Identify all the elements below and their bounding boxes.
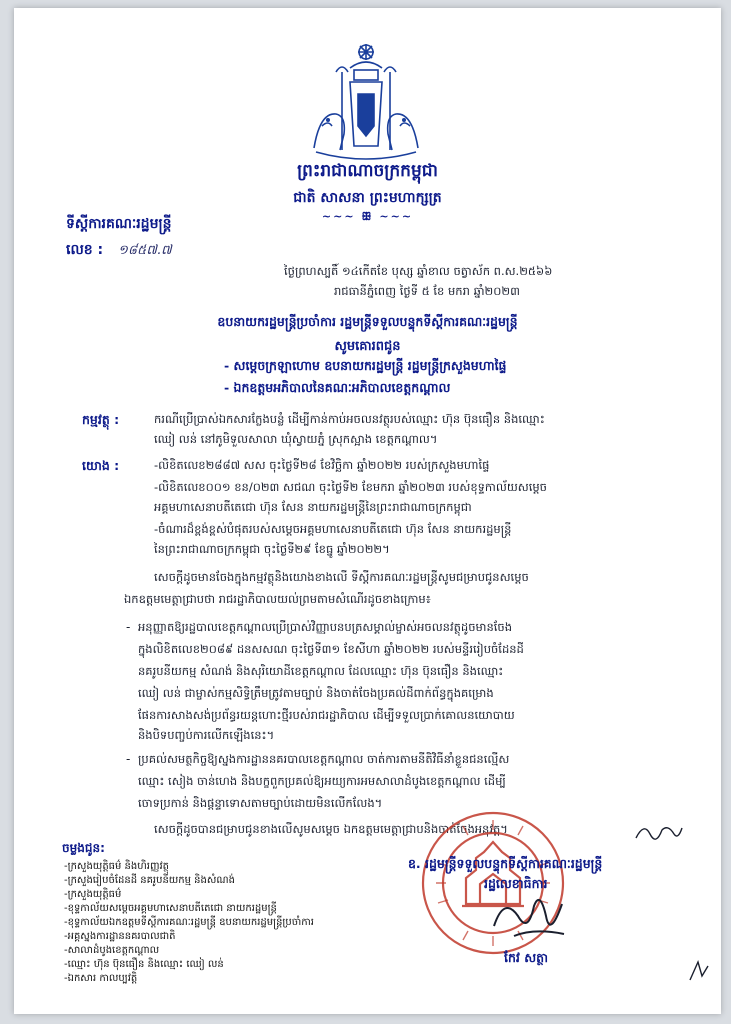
point1-line-4: ឈៀ លន់ ជាម្ចាស់កម្មសិទ្ធិត្រឹមត្រូវតាមច្បាប់ និងចាត់ចែងប្រគល់ដីពាក់ព័ន្ធក្នុងគម្រោង [138, 686, 494, 700]
cc-item: -ក្រសួងរៀបចំដែនដី នគរូបនីយកម្ម និងសំណង់ [64, 875, 235, 886]
cc-item: -អគ្គស្នងការដ្ឋាននគរបាលជាតិ [64, 931, 176, 942]
cc-item: -ខុទ្ទកាល័យសម្តេចអគ្គមហាសេនាបតីតេជោ នាយករដ្ឋមន្ត្រី [64, 903, 277, 914]
point1-line-1: អនុញ្ញាតឱ្យរដ្ឋបាលខេត្តកណ្តាលប្រើប្រាស់វិញ្ញាបនបត្រសម្គាល់ម្ចាស់អចលនវត្ថុដូចមានចែង [138, 620, 513, 634]
cc-item: -ឈ្មោះ ហ៊ុន ប៊ុនធឿន និងឈ្មោះ ឈៀ លន់ [64, 959, 224, 970]
point2-line-2: ឈ្មោះ សៀង ចាន់ហេង និងបក្ខពួកប្រគល់ឱ្យអយ្យការអមសាលាដំបូងខេត្តកណ្តាល ដើម្បី [138, 774, 506, 788]
ref-number: ១៨៥៧.៧ [118, 243, 172, 258]
point2-line-1: ប្រគល់សមត្ថកិច្ចឱ្យស្នងការដ្ឋាននគរបាលខេត្តកណ្តាល ចាត់ការតាមនីតិវិធីនាំខ្លួនជនល្មើស [138, 752, 510, 766]
coat-of-arms-emblem [306, 42, 426, 162]
national-motto: ជាតិ សាសនា ព្រះមហាក្សត្រ [293, 190, 442, 206]
body-intro-2: ឯកឧត្តមមេត្តាជ្រាបថា រាជរដ្ឋាភិបាលយល់ព្រមតាមសំណើរដូចខាងក្រោម៖ [124, 592, 431, 606]
cc-item: -សាលាដំបូងខេត្តកណ្តាល [64, 945, 160, 956]
recipient-2: - ឯកឧត្តមអភិបាលនៃគណៈអភិបាលខេត្តកណ្តាល [224, 380, 451, 395]
bullet-1: - [126, 620, 131, 634]
point1-line-2: ក្នុងលិខិតលេខ២០៨៩ ដនសសណ ចុះថ្ងៃទី៣១ ខែសីហា ឆ្នាំ២០២២ របស់មន្ទីររៀបចំដែនដី [138, 642, 524, 656]
document-page [14, 8, 721, 1014]
reference-line-5: នៃព្រះរាជាណាចក្រកម្ពុជា ចុះថ្ងៃទី២៩ ខែធ្នូ ឆ្នាំ២០២២។ [154, 542, 390, 556]
reference-line-2: -លិខិតលេខ០០១ ខន/០២៣ សជណ ចុះថ្ងៃទី២ ខែមករា ឆ្នាំ២០២៣ របស់ខុទ្ទកាល័យសម្តេច [154, 480, 547, 494]
signatory-title: ឧ. រដ្ឋមន្ត្រីទទួលបន្ទុកទីស្តីការគណៈរដ្ឋមន្ត្រី [408, 856, 603, 871]
corner-initial-mark [686, 958, 712, 984]
recipient-1: - សម្តេចក្រឡាហោម ឧបនាយករដ្ឋមន្ត្រី រដ្ឋមន្ត្រីក្រសួងមហាផ្ទៃ [224, 358, 507, 373]
signatory-role: រដ្ឋលេខាធិការ [484, 876, 548, 891]
subject-label: កម្មវត្ថុ : [82, 412, 120, 427]
handwritten-signature [484, 886, 574, 946]
subject-line-2: ឈៀ លន់ នៅភូមិទួលសាលា ឃុំស្វាយភ្នំ ស្រុកស្អាង ខេត្តកណ្តាល។ [154, 432, 438, 446]
cc-item: -ក្រសួងយុត្តិធម៌ [64, 889, 122, 900]
body-intro-1: សេចក្តីដូចមានចែងក្នុងកម្មវត្ថុនិងយោងខាងលើ ទីស្តីការគណៈរដ្ឋមន្ត្រីសូមជម្រាបជូនសម្តេច [154, 570, 529, 584]
ornament-divider: ~~~ ꕥ ~~~ [321, 210, 414, 223]
subject-line-1: ករណីប្រើប្រាស់ឯកសារក្លែងបន្លំ ដើម្បីកាន់កាប់អចលនវត្ថុរបស់ឈ្មោះ ហ៊ុន ប៊ុនធឿន និងឈ្មោះ [154, 412, 545, 426]
closing-line: សេចក្តីដូចបានជម្រាបជូនខាងលើសូមសម្តេច ឯកឧត្តមមេត្តាជ្រាបនិងចាត់ចែងអនុវត្ត។ [154, 822, 508, 836]
kingdom-title: ព្រះរាជាណាចក្រកម្ពុជា [297, 161, 438, 181]
cc-item: -ក្រសួងយុត្តិធម៌ និងហិរញ្ញវត្ថុ [64, 861, 169, 872]
reference-line-4: -ចំណារដ៏ខ្ពង់ខ្ពស់បំផុតរបស់សម្តេចអគ្គមហាសេនាបតីតេជោ ហ៊ុន សែន នាយករដ្ឋមន្ត្រី [154, 522, 512, 536]
initials-signature [634, 820, 684, 844]
from-line: ឧបនាយករដ្ឋមន្ត្រីប្រចាំការ រដ្ឋមន្ត្រីទទួលបន្ទុកទីស្តីការគណៈរដ្ឋមន្ត្រី [217, 314, 518, 329]
bullet-2: - [126, 752, 131, 766]
point1-line-5: ផែនការសាងសង់ប្រព័ន្ធរយន្តហោះថ្មីរបស់រាជរដ្ឋាភិបាល ដើម្បីទទួលប្រាក់គោលនយោបាយ [138, 708, 515, 722]
cc-heading: ចម្លងជូន: [62, 841, 105, 855]
point1-line-6: និងបិទបញ្ចប់ការលើកឡើងនេះ។ [138, 728, 275, 742]
ref-label: លេខ : [66, 242, 104, 258]
reference-label: យោង : [82, 458, 120, 473]
cc-item: -ឯកសារ កាលប្បវត្តិ [64, 973, 138, 984]
reference-line-3: អគ្គមហាសេនាបតីតេជោ ហ៊ុន សែន នាយករដ្ឋមន្ត្រីនៃព្រះរាជាណាចក្រកម្ពុជា [154, 500, 472, 514]
cc-item: -ខុទ្ទកាល័យឯកឧត្តមទីស្តីការគណៈរដ្ឋមន្ត្រី ឧបនាយករដ្ឋមន្ត្រីប្រចាំការ [64, 917, 314, 928]
solar-date: រាជធានីភ្នំពេញ ថ្ងៃទី ៥ ខែ មករា ឆ្នាំ២០២៣ [334, 284, 520, 298]
reference-line-1: -លិខិតលេខ២៨៨៧ សស ចុះថ្ងៃទី២៨ ខែវិច្ឆិកា ឆ្នាំ២០២២ របស់ក្រសួងមហាផ្ទៃ [154, 458, 490, 472]
respect-line: សូមគោរពជូន [334, 339, 401, 354]
lunar-date: ថ្ងៃព្រហស្បតិ៍ ១៤កើតខែ បុស្ស ឆ្នាំខាល ចត្វាស័ក ព.ស.២៥៦៦ [284, 264, 553, 278]
point1-line-3: នគរូបនីយកម្ម សំណង់ និងសុរិយោដីខេត្តកណ្តាល ដែលឈ្មោះ ហ៊ុន ប៊ុនធឿន និងឈ្មោះ [138, 664, 504, 678]
issuer-name: ទីស្តីការគណៈរដ្ឋមន្ត្រី [66, 216, 172, 232]
signatory-name: កែវ សត្ថា [504, 950, 549, 965]
point2-line-3: ចោទប្រកាន់ និងផ្តន្ទាទោសតាមច្បាប់ដោយមិនលើកលែង។ [138, 796, 383, 810]
